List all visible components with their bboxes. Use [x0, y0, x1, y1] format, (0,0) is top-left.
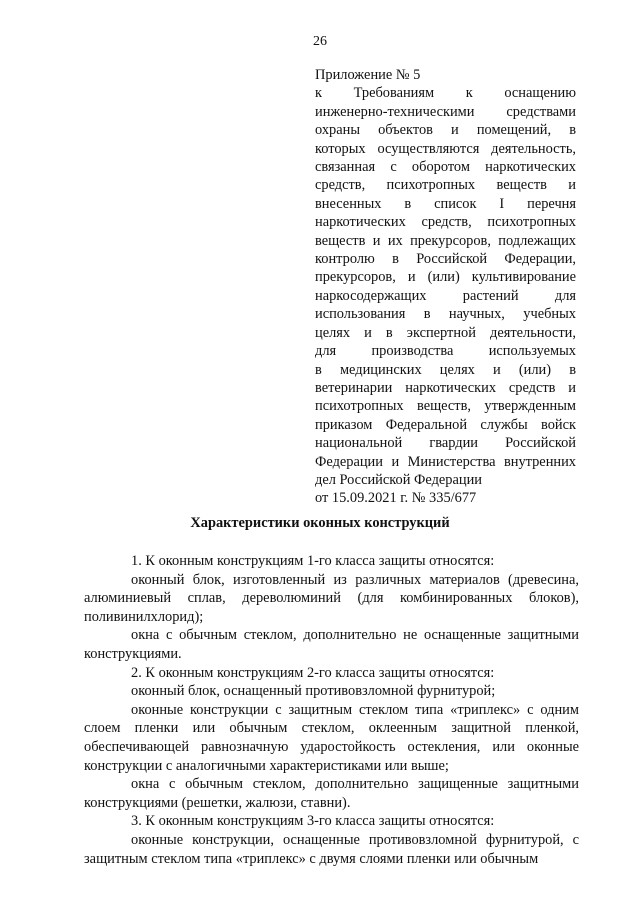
paragraph: оконные конструкции, оснащенные противовзломной фурнитурой, с защитным стеклом типа «триплекс» с двумя слоями пленки или обычным — [84, 831, 579, 867]
appendix-line: которых осуществляются деятельность, — [315, 140, 576, 157]
appendix-line: средств, психотропных веществ и — [315, 177, 576, 194]
appendix-line: охраны объектов и помещений, в — [315, 122, 576, 139]
appendix-line: приказом Федеральной службы войск — [315, 416, 576, 433]
paragraph: оконный блок, изготовленный из различных материалов (древесина, алюминиевый сплав, дереволюминий (для комбинированных блоков), поливинилхлорид); — [84, 571, 579, 625]
appendix-line: наркотических средств, психотропных — [315, 214, 576, 231]
appendix-title: Приложение № 5 — [315, 67, 421, 83]
appendix-line: ветеринарии наркотических средств и — [315, 379, 576, 396]
appendix-line: прекурсоров, и (или) культивирование — [315, 269, 576, 286]
paragraph: окна с обычным стеклом, дополнительно защищенные защитными конструкциями (решетки, жалюзи, ставни). — [84, 776, 579, 811]
paragraph: 2. К оконным конструкциям 2-го класса защиты относятся: — [131, 664, 495, 681]
appendix-line: Федерации и Министерства внутренних — [315, 453, 576, 470]
appendix-line: целях и в экспертной деятельности, — [315, 324, 576, 341]
paragraph: окна с обычным стеклом, дополнительно не оснащенные защитными конструкциями. — [84, 627, 579, 662]
appendix-line: в медицинских целях и (или) в — [315, 361, 576, 378]
appendix-line: наркосодержащих растений для — [315, 287, 576, 304]
appendix-line: психотропных веществ, утвержденным — [315, 398, 576, 415]
paragraph: 3. К оконным конструкциям 3-го класса защиты относятся: — [131, 813, 495, 830]
appendix-block — [315, 66, 576, 508]
page-number: 26 — [313, 34, 327, 49]
appendix-date-line: от 15.09.2021 г. № 335/677 — [315, 490, 477, 507]
appendix-line: контролю в Российской Федерации, — [315, 251, 576, 268]
appendix-line: связанная с оборотом наркотических — [315, 159, 576, 176]
appendix-line: инженерно-техническими средствами — [315, 103, 576, 120]
appendix-line: национальной гвардии Российской — [315, 435, 576, 452]
appendix-line: к Требованиям к оснащению — [315, 85, 576, 102]
paragraph: оконный блок, оснащенный противовзломной фурнитурой; — [131, 683, 496, 700]
body-text — [84, 552, 579, 868]
paragraph: оконные конструкции с защитным стеклом типа «триплекс» с одним слоем пленки или обычным стеклом, оклеенным защитной пленкой, обеспечивающей равнозначную ударостойкость остекления, или оконные конструкции с аналогичными характеристиками или выше; — [84, 701, 579, 774]
paragraph: 1. К оконным конструкциям 1-го класса защиты относятся: — [131, 553, 495, 569]
appendix-line: для производства используемых — [315, 343, 576, 360]
appendix-line: дел Российской Федерации — [315, 471, 482, 488]
section-heading: Характеристики оконных конструкций — [190, 515, 450, 531]
appendix-line: использования в научных, учебных — [315, 306, 576, 323]
appendix-line: внесенных в список I перечня — [315, 195, 576, 212]
appendix-line: веществ и их прекурсоров, подлежащих — [315, 232, 576, 249]
